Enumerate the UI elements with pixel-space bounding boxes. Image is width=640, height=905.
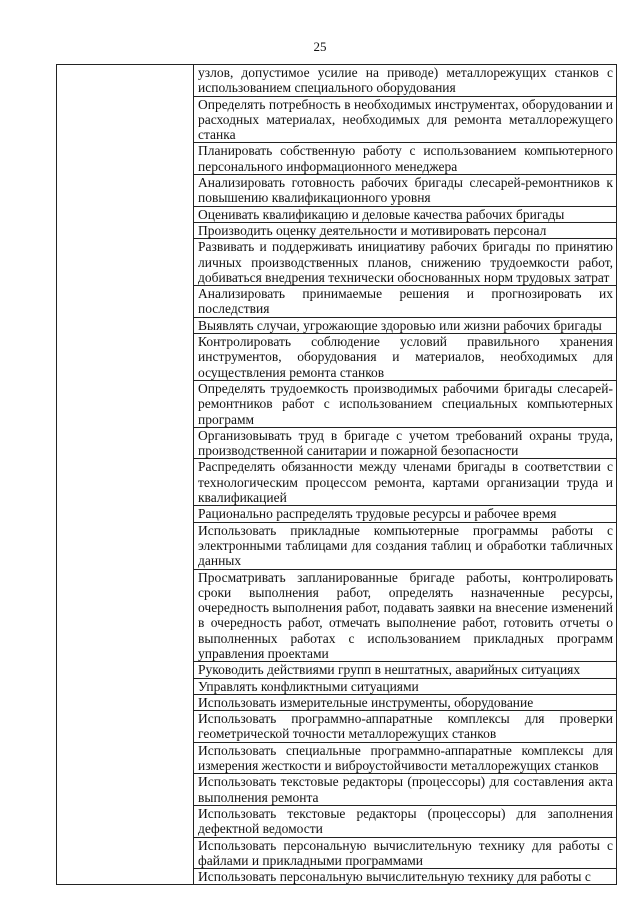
skills-table	[56, 64, 617, 885]
skill-cell: Использовать программно-аппаратные комплексы для проверки геометрической точности металлорежущих станков	[194, 711, 617, 743]
skills-table-body	[57, 65, 617, 885]
skill-cell: Анализировать готовность рабочих бригады слесарей-ремонтников к повышению квалификационного уровня	[194, 175, 617, 207]
skills-table-wrapper	[56, 64, 617, 894]
skill-cell: Планировать собственную работу с использованием компьютерного персонального информационного менеджера	[194, 143, 617, 175]
skill-cell: Использовать персональную вычислительную технику для работы с	[194, 869, 617, 885]
skill-cell: Использовать специальные программно-аппаратные комплексы для измерения жесткости и виброустойчивости металлорежущих станков	[194, 742, 617, 774]
page-number: 25	[313, 39, 327, 54]
skill-cell: Использовать персональную вычислительную технику для работы с файлами и прикладными программами	[194, 837, 617, 869]
skill-cell: Оценивать квалификацию и деловые качества рабочих бригады	[194, 206, 617, 222]
skill-cell: Управлять конфликтными ситуациями	[194, 678, 617, 694]
skill-cell: Определять потребность в необходимых инструментах, оборудовании и расходных материалах, необходимых для ремонта металлорежущего станка	[194, 96, 617, 143]
skill-cell: Использовать текстовые редакторы (процессоры) для составления акта выполнения ремонта	[194, 774, 617, 806]
skill-cell: Использовать текстовые редакторы (процессоры) для заполнения дефектной ведомости	[194, 805, 617, 837]
skill-cell: Выявлять случаи, угрожающие здоровью или жизни рабочих бригады	[194, 317, 617, 333]
skill-cell: Использовать измерительные инструменты, оборудование	[194, 694, 617, 710]
skill-cell: Анализировать принимаемые решения и прогнозировать их последствия	[194, 286, 617, 318]
skill-cell: Распределять обязанности между членами бригады в соответствии с технологическим процессом ремонта, картами организации труда и квалификацией	[194, 459, 617, 506]
skill-cell: Руководить действиями групп в нештатных, аварийных ситуациях	[194, 662, 617, 678]
skill-cell: Рационально распределять трудовые ресурсы и рабочее время	[194, 506, 617, 522]
table-row	[57, 65, 617, 97]
skill-cell: Контролировать соблюдение условий правильного хранения инструментов, оборудования и материалов, необходимых для осуществления ремонта станков	[194, 334, 617, 381]
skill-cell: Использовать прикладные компьютерные программы работы с электронными таблицами для создания таблиц и обработки табличных данных	[194, 522, 617, 569]
skill-cell: Производить оценку деятельности и мотивировать персонал	[194, 222, 617, 238]
skill-cell: узлов, допустимое усилие на приводе) металлорежущих станков с использованием специального оборудования	[194, 65, 617, 97]
skill-cell: Определять трудоемкость производимых рабочими бригады слесарей-ремонтников работ с использованием специальных компьютерных программ	[194, 380, 617, 427]
left-column-cell	[57, 65, 194, 885]
skill-cell: Развивать и поддерживать инициативу рабочих бригады по принятию личных производственных планов, снижению трудоемкости работ, добиваться внедрения технически обоснованных норм трудовых затрат	[194, 239, 617, 286]
skill-cell: Организовывать труд в бригаде с учетом требований охраны труда, производственной санитарии и пожарной безопасности	[194, 427, 617, 459]
skill-cell: Просматривать запланированные бригаде работы, контролировать сроки выполнения работ, определять назначенные ресурсы, очередность выполнения работ, подавать заявки на внесение изменений в очередность работ, отмечать выполнение работ, готовить отчеты о выполненных работах с использованием прикладных программ управления проектами	[194, 569, 617, 662]
